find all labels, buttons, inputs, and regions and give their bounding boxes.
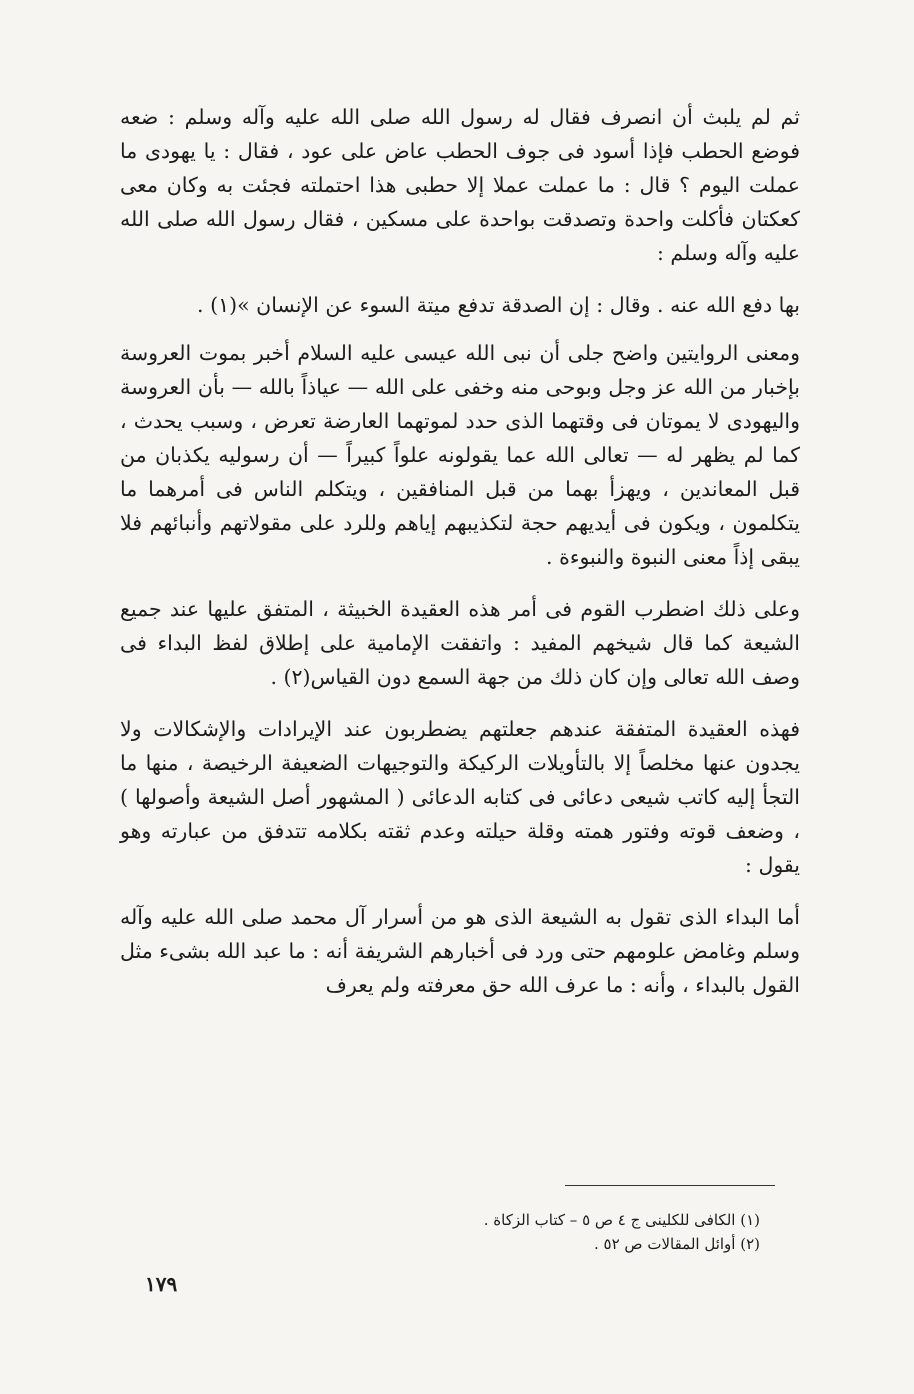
page-number: ١٧٩ bbox=[145, 1272, 178, 1296]
paragraph-4: وعلى ذلك اضطرب القوم فى أمر هذه العقيدة الخبيثة ، المتفق عليها عند جميع الشيعة كما قال شيخهم المفيد : واتفقت الإمامية على إطلاق لفظ البداء فى وصف الله تعالى وإن كان ذلك من جهة السمع دون القياس(٢) . bbox=[120, 597, 800, 689]
footnote-2: (٢) أوائل المقالات ص ٥٢ . bbox=[593, 1235, 760, 1253]
paragraph-3: ومعنى الروايتين واضح جلى أن نبى الله عيسى عليه السلام أخبر بموت العروسة بإخبار من الله عز وجل وبوحى منه وخفى على الله — عياذاً بالله — بأن العروسة واليهودى لا يموتان فى وقتهما الذى حدد لموتهما العارضة تعرض ، وسبب يحدث ، كما لم يظهر له — تعالى الله عما يقولونه علواً كبيراً — أن رسوليه يكذبان من قبل المعاندين ، ويهزأ بهما من قبل المنافقين ، ويتكلم الناس فى أمرهما ما يتكلمون ، ويكون فى أيديهم حجة لتكذيبهم إياهم وللرد على مقولاتهم وأنبائهم فلا يبقى إذاً معنى النبوة والنبوءة . bbox=[120, 341, 800, 569]
paragraph-5: فهذه العقيدة المتفقة عندهم جعلتهم يضطربون عند الإيرادات والإشكالات ولا يجدون عنها مخلصاً إلا بالتأويلات الركيكة والتوجيهات الضعيفة الرخيصة ، منها ما التجأ إليه كاتب شيعى دعائى فى كتابه الدعائى ( المشهور أصل الشيعة وأصولها ) ، وضعف قوته وفتور همته وقلة حيلته وعدم ثقته بكلامه تتدفق من عبارته وهو يقول : bbox=[120, 717, 800, 877]
paragraph-2: بها دفع الله عنه . وقال : إن الصدقة تدفع ميتة السوء عن الإنسان »(١) . bbox=[197, 293, 800, 317]
paragraph-6: أما البداء الذى تقول به الشيعة الذى هو من أسرار آل محمد صلى الله عليه وآله وسلم وغامض علومهم حتى ورد فى أخبارهم الشريفة أنه : ما عبد الله بشىء مثل القول بالبداء ، وأنه : ما عرف الله حق معرفته ولم يعرف bbox=[120, 905, 800, 997]
footnotes bbox=[350, 1208, 760, 1256]
footnote-1: (١) الكافى للكلينى ج ٤ ص ٥ – كتاب الزكاة . bbox=[483, 1211, 760, 1229]
page-body bbox=[120, 100, 800, 1016]
footnote-divider bbox=[565, 1185, 775, 1186]
paragraph-1: ثم لم يلبث أن انصرف فقال له رسول الله صلى الله عليه وآله وسلم : ضعه فوضع الحطب فإذا أسود فى جوف الحطب عاض على عود ، فقال : يا يهودى ما عملت اليوم ؟ قال : ما عملت عملا إلا حطبى هذا احتملته فجئت به وكان معى كعكتان فأكلت واحدة وتصدقت بواحدة على مسكين ، فقال رسول الله صلى الله عليه وآله وسلم : bbox=[120, 105, 800, 265]
